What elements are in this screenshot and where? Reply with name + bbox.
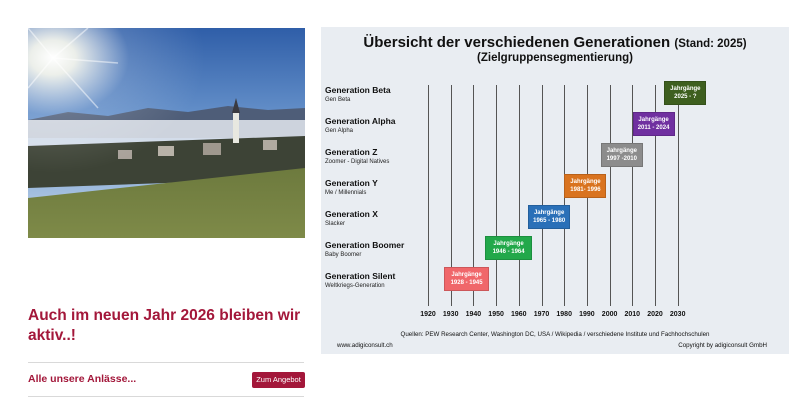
generation-box-years: 1997 -2010 [606, 156, 637, 162]
copyright-text: Copyright by adigiconsult GmbH [678, 342, 767, 349]
year-gridline [428, 85, 429, 306]
generation-alias: Me / Millennials [325, 190, 367, 196]
infographic-title [321, 34, 789, 51]
generation-alias: Zoomer - Digital Natives [325, 159, 390, 165]
landscape-photo [28, 28, 305, 238]
generation-alias: Weltkriegs-Generation [325, 283, 385, 289]
divider [28, 396, 304, 397]
year-tick-label: 1950 [488, 311, 504, 318]
generation-box-label: Jahrgänge [638, 117, 669, 123]
generation-box-label: Jahrgänge [670, 86, 701, 92]
page-headline: Auch im neuen Jahr 2026 bleiben wir aktiv..! [28, 307, 301, 344]
year-tick-label: 1920 [420, 311, 436, 318]
generation-box-label: Jahrgänge [606, 148, 637, 154]
generation-name: Generation Z [325, 147, 378, 157]
generation-years-box [601, 143, 643, 167]
infographic-title-suffix: (Stand: 2025) [674, 38, 747, 50]
generation-name: Generation Alpha [325, 116, 396, 126]
year-gridline [542, 85, 543, 306]
generation-box-label: Jahrgänge [493, 241, 524, 247]
website-text: www.adigiconsult.ch [337, 342, 393, 349]
generation-box-label: Jahrgänge [451, 272, 482, 278]
generations-infographic [321, 27, 789, 354]
year-gridline [519, 85, 520, 306]
generation-years-box [664, 81, 706, 105]
generation-name: Generation Boomer [325, 240, 405, 250]
generation-box-years: 1946 - 1964 [492, 249, 525, 255]
generation-box-label: Jahrgänge [533, 210, 565, 216]
year-tick-label: 1980 [556, 311, 572, 318]
year-tick-label: 1990 [579, 311, 595, 318]
generation-box-years: 1928 - 1945 [450, 280, 483, 286]
year-tick-label: 2000 [601, 311, 618, 318]
generation-name: Generation Y [325, 178, 378, 188]
generation-alias: Gen Beta [325, 97, 351, 103]
year-tick-label: 1960 [511, 311, 527, 318]
generation-years-box [444, 267, 489, 291]
all-events-link[interactable]: Alle unsere Anlässe... [28, 373, 137, 385]
generation-box-years: 1965 - 1980 [533, 218, 566, 224]
generation-alias: Gen Alpha [325, 128, 354, 134]
year-tick-label: 2030 [669, 311, 686, 318]
year-gridline [610, 85, 611, 306]
generation-years-box [485, 236, 532, 260]
generation-name: Generation Beta [325, 85, 391, 95]
divider [28, 362, 304, 363]
generation-alias: Baby Boomer [325, 252, 362, 258]
year-tick-label: 1930 [442, 311, 459, 318]
generation-years-box [564, 174, 606, 198]
year-tick-label: 1940 [465, 311, 482, 318]
generation-box-years: 2025 - ? [674, 94, 697, 100]
generation-box-label: Jahrgänge [570, 179, 601, 185]
generation-alias: Slacker [325, 221, 346, 227]
generation-box-years: 2011 - 2024 [637, 125, 670, 131]
year-gridline [678, 85, 679, 306]
generation-name: Generation Silent [325, 271, 396, 281]
sources-note: Quellen: PEW Research Center, Washington DC, USA / Wikipedia / verschiedene Institute und Fachhochschulen [400, 331, 710, 338]
year-tick-label: 1970 [533, 311, 550, 318]
generation-years-box [633, 112, 675, 136]
generation-years-box [528, 205, 570, 229]
year-gridline [496, 85, 497, 306]
infographic-subtitle: (Zielgruppensegmentierung) [477, 52, 633, 64]
generation-name: Generation X [325, 209, 378, 219]
year-tick-label: 2010 [624, 311, 641, 318]
year-tick-label: 2020 [647, 311, 663, 318]
generation-box-years: 1981- 1996 [570, 187, 601, 193]
infographic-title-main: Übersicht der verschiedenen Generationen [363, 34, 671, 51]
offer-button[interactable]: Zum Angebot [252, 372, 305, 388]
